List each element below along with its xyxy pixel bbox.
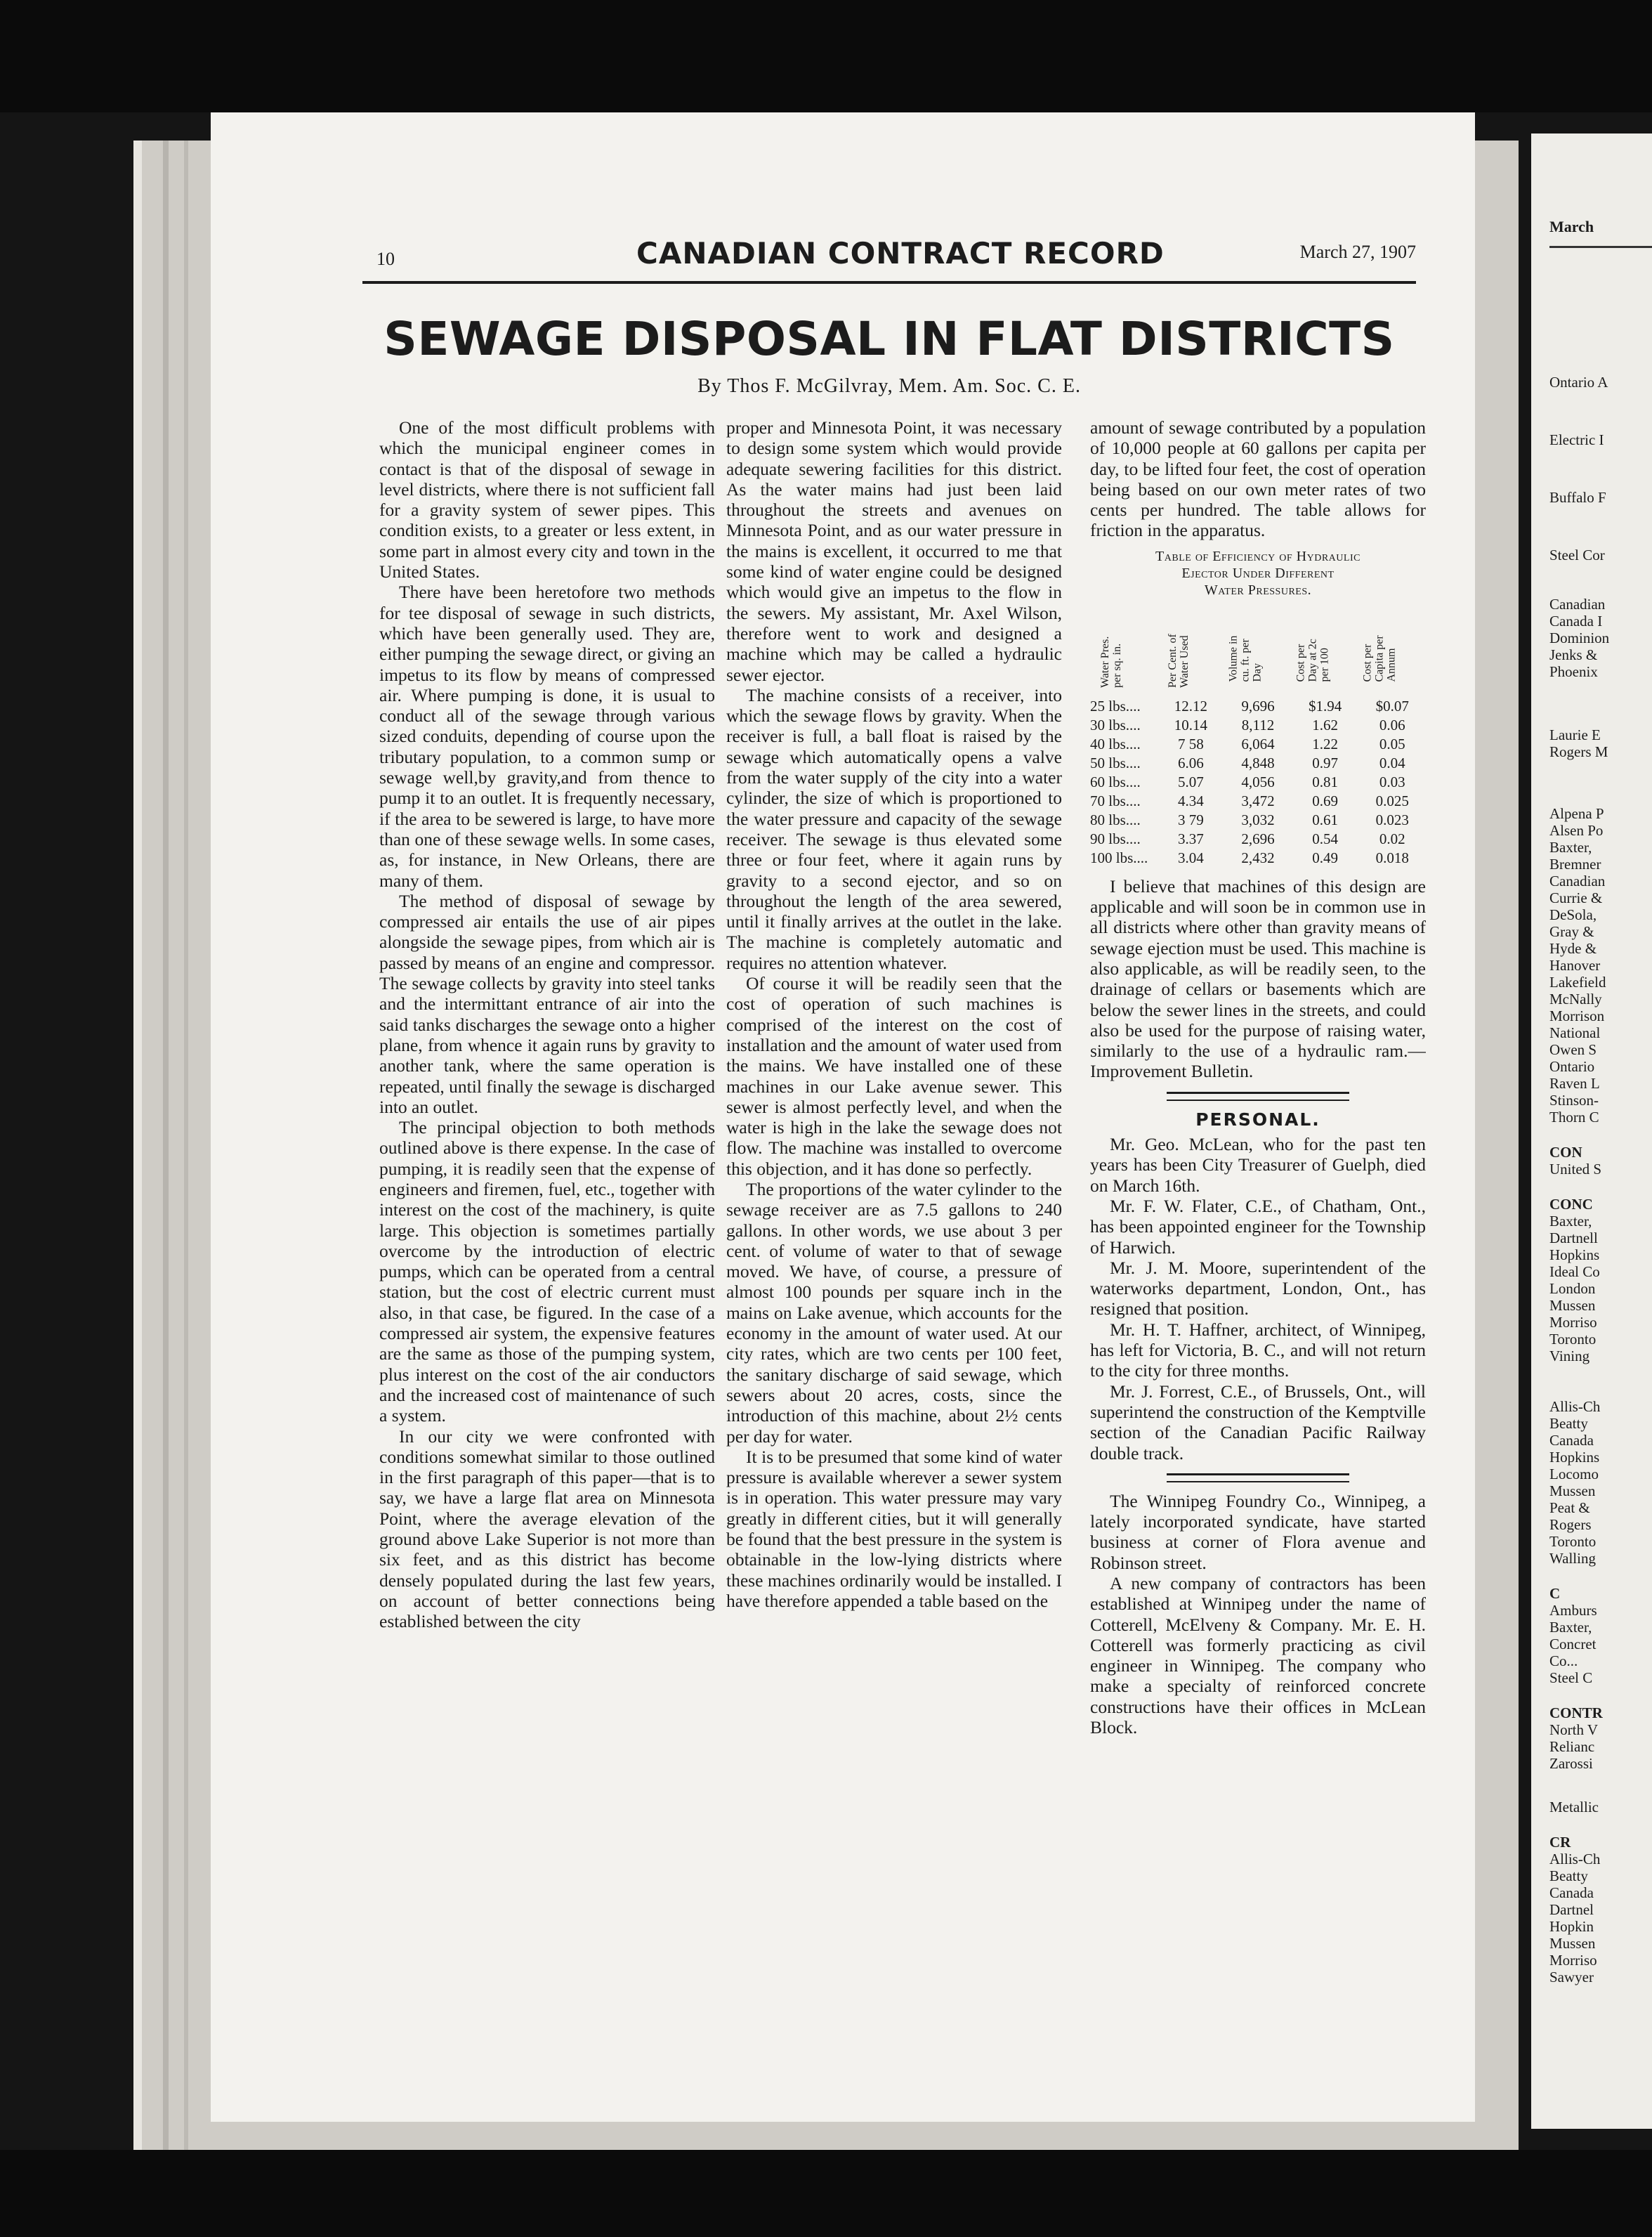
table-cell: 0.97 <box>1312 754 1338 771</box>
facing-page-entry: CON <box>1549 1144 1582 1161</box>
table-cell: 0.49 <box>1312 849 1338 866</box>
facing-page-entry: Zarossi <box>1549 1755 1593 1772</box>
page-number: 10 <box>376 249 395 269</box>
table-cell: 5.07 <box>1178 773 1204 790</box>
facing-page-entry: Lakefield <box>1549 974 1606 991</box>
scan-border-top <box>0 0 1652 112</box>
facing-page-entry: Alsen Po <box>1549 822 1604 839</box>
table-cell: 0.023 <box>1375 811 1409 828</box>
facing-page-entry: Mussen <box>1549 1482 1596 1499</box>
paragraph: The proportions of the water cylinder to the sewage receiver are as 7.5 gallons to 240 gallons. In other words, we use about 3 per cent. of volume of water to that of sewage moved. We have, of course, a pressure of almost 100 pounds per square inch in the mains on Lake avenue, which accounts for the economy in the amount of water used. At our city rates, which are two cents per 100 feet, the sanitary discharge of said sewage, which sewers about 20 acres, costs, since the introduction of this machine, about 2½ cents per day for water. <box>726 1178 1062 1447</box>
personal-item: Mr. H. T. Haffner, architect, of Winnipeg, has left for Victoria, B. C., and will not return to the city for three months. <box>1090 1319 1426 1381</box>
facing-page-entry: Jenks & <box>1549 646 1598 663</box>
table-cell: 0.05 <box>1379 735 1405 752</box>
facing-page-entry: Allis-Ch <box>1549 1851 1601 1867</box>
table-cell: 3 79 <box>1178 811 1204 828</box>
table-cell: 6,064 <box>1241 735 1275 752</box>
facing-page-entry: Phoenix <box>1549 663 1598 680</box>
table-caption <box>1090 548 1426 599</box>
facing-page-entry: C <box>1549 1585 1561 1602</box>
facing-page-entry: Gray & <box>1549 923 1594 940</box>
facing-page-entry: Canada I <box>1549 613 1603 630</box>
facing-page <box>1531 133 1652 2129</box>
facing-page-entry: Relianc <box>1549 1738 1595 1755</box>
column-header-text: Cost per Capita per Annum <box>1361 635 1398 682</box>
facing-page-entry: Currie & <box>1549 889 1603 906</box>
table-row <box>1090 754 1426 773</box>
table-cell: 8,112 <box>1241 716 1275 733</box>
facing-page-entry: Canadian <box>1549 873 1606 889</box>
facing-page-entry: CONTR <box>1549 1704 1603 1721</box>
table-cell: 6.06 <box>1178 754 1204 771</box>
facing-page-entry: McNally <box>1549 991 1602 1007</box>
facing-page-entry: Walling <box>1549 1550 1596 1567</box>
table-cell: 9,696 <box>1241 697 1275 715</box>
column-header <box>1158 606 1225 697</box>
column-header <box>1292 606 1359 697</box>
facing-page-entry: North V <box>1549 1721 1599 1738</box>
facing-page-rule <box>1549 246 1652 248</box>
facing-page-entry: Amburs <box>1549 1602 1597 1619</box>
journal-title: CANADIAN CONTRACT RECORD <box>636 236 1165 270</box>
facing-page-entry: Hopkins <box>1549 1449 1600 1466</box>
facing-page-entry: Allis-Ch <box>1549 1398 1601 1415</box>
section-rule <box>1167 1092 1349 1101</box>
table-caption-line: Ejector Under Different <box>1181 565 1335 581</box>
facing-page-entry: Bremner <box>1549 856 1601 873</box>
facing-page-entry: Toronto <box>1549 1331 1597 1348</box>
table-cell: 90 lbs.... <box>1090 830 1141 847</box>
facing-page-entry: Owen S <box>1549 1041 1597 1058</box>
facing-page-entry: Rogers M <box>1549 743 1608 760</box>
facing-page-entry: Sawyer <box>1549 1969 1594 1985</box>
personal-item: Mr. F. W. Flater, C.E., of Chatham, Ont., has been appointed engineer for the Township of Harwich. <box>1090 1195 1426 1258</box>
column-3 <box>1090 417 1426 2104</box>
table-cell: 70 lbs.... <box>1090 792 1141 809</box>
facing-page-entry: National <box>1549 1024 1601 1041</box>
facing-page-entry: Raven L <box>1549 1075 1600 1092</box>
facing-page-entry: Toronto <box>1549 1533 1597 1550</box>
column-header <box>1090 606 1158 697</box>
facing-page-entry: Baxter, <box>1549 1213 1592 1230</box>
facing-page-entry: Beatty <box>1549 1415 1588 1432</box>
facing-page-entry: Ideal Co <box>1549 1263 1600 1280</box>
news-item: A new company of contractors has been established at Winnipeg under the name of Cotterell, McElveny & Company. Mr. E. H. Cotterell was formerly practicing as civil engineer in Winnipeg. The company who make a specialty of reinforced concrete constructions have their offices in McLean Block. <box>1090 1572 1426 1738</box>
table-header-row <box>1090 606 1426 697</box>
scan-border-bottom <box>0 2150 1652 2237</box>
table-row <box>1090 697 1426 716</box>
facing-page-entry: Thorn C <box>1549 1109 1599 1126</box>
facing-page-entry: Steel Cor <box>1549 547 1605 563</box>
facing-page-entry: Morrison <box>1549 1007 1605 1024</box>
table-cell: 7 58 <box>1178 735 1204 752</box>
paragraph: I believe that machines of this design are applicable and will soon be in common use in all districts where other than gravity means of sewage ejection must be used. This machine is also applicable, as will be readily seen, to the drainage of cellars or basements which are below the sewer lines in the streets, and could also be used for the purpose of raising water, similarly to the use of a hydraulic ram.—Improvement Bulletin. <box>1090 875 1426 1082</box>
table-cell: 60 lbs.... <box>1090 773 1141 790</box>
table-cell: 50 lbs.... <box>1090 754 1141 771</box>
table-cell: 2,432 <box>1241 849 1275 866</box>
table-body <box>1090 697 1426 868</box>
table-row <box>1090 792 1426 811</box>
table-cell: 0.018 <box>1375 849 1409 866</box>
facing-page-entry: Hanover <box>1549 957 1601 974</box>
facing-page-entry: Beatty <box>1549 1867 1588 1884</box>
table-row <box>1090 849 1426 868</box>
table-cell: 4,056 <box>1241 773 1275 790</box>
section-rule <box>1167 1473 1349 1482</box>
table-cell: 0.03 <box>1379 773 1405 790</box>
facing-page-entry: Dartnell <box>1549 1230 1598 1246</box>
table-cell: 0.54 <box>1312 830 1338 847</box>
paragraph: One of the most difficult problems with which the municipal engineer comes in contact is that of the disposal of sewage in level districts, where there is not sufficient fall for a gravity system of sewer pipes. This condition exists, to a greater or less extent, in some part in almost every city and town in the United States. <box>379 417 715 582</box>
facing-page-entry: Hopkin <box>1549 1918 1594 1935</box>
table-cell: 3.37 <box>1178 830 1204 847</box>
table-caption-line: Table of Efficiency of Hydraulic <box>1155 548 1361 564</box>
facing-page-entry: Metallic <box>1549 1799 1599 1815</box>
paragraph: Of course it will be readily seen that the cost of operation of such machines is comprised of the interest on the cost of installation and the amount of water used from the mains. We have installed one of these machines in our Lake avenue sewer. This sewer is almost perfectly level, and when the water is high in the lake the sewage does not flow. The machine was installed to overcome this objection, and it has done so perfectly. <box>726 973 1062 1179</box>
facing-page-entry: Locomo <box>1549 1466 1599 1482</box>
facing-page-entry: Buffalo F <box>1549 489 1606 506</box>
facing-page-entry: London <box>1549 1280 1596 1297</box>
table-cell: 0.06 <box>1379 716 1405 733</box>
table-row <box>1090 735 1426 754</box>
column-header-text: Cost per Day at 2c per 100 <box>1294 638 1331 682</box>
facing-page-entry: Electric I <box>1549 431 1604 448</box>
table-cell: 100 lbs.... <box>1090 849 1148 866</box>
column-header-text: Per Cent. of Water Used <box>1166 633 1191 688</box>
table-cell: 0.025 <box>1375 792 1409 809</box>
paragraph: amount of sewage contributed by a population of 10,000 people at 60 gallons per capita per day, to be lifted four feet, the cost of operation being based on our own meter rates of two cents per hundred. The table allows for friction in the apparatus. <box>1090 417 1426 541</box>
table-cell: 0.02 <box>1379 830 1405 847</box>
paragraph: proper and Minnesota Point, it was necessary to design some system which would provide adequate sewering facilities for this district. As the water mains had just been laid throughout the streets and avenues on Minnesota Point, and as our water pressure in the mains is excellent, it occurred to me that some kind of water engine could be designed which would give an impetus to the flow in the sewers. My assistant, Mr. Axel Wilson, therefore went to work and designed a machine which may be called a hydraulic sewer ejector. <box>726 417 1062 685</box>
facing-page-entry: Canada <box>1549 1432 1594 1449</box>
table-cell: 3.04 <box>1178 849 1204 866</box>
table-cell: 4,848 <box>1241 754 1275 771</box>
facing-page-entry: Dominion <box>1549 630 1610 646</box>
facing-page-entry: Hopkins <box>1549 1246 1600 1263</box>
facing-page-entry: United S <box>1549 1161 1602 1178</box>
facing-page-entry: Mussen <box>1549 1297 1596 1314</box>
facing-page-entry: Stinson- <box>1549 1092 1599 1109</box>
personal-item: Mr. Geo. McLean, who for the past ten years has been City Treasurer of Guelph, died on March 16th. <box>1090 1134 1426 1196</box>
table-row <box>1090 773 1426 792</box>
column-header-text: Water Pres. per sq. in. <box>1099 636 1123 688</box>
facing-page-entry: Vining <box>1549 1348 1590 1364</box>
efficiency-table-block <box>1090 548 1426 868</box>
facing-page-entry: Dartnel <box>1549 1901 1594 1918</box>
table-cell: 0.04 <box>1379 754 1405 771</box>
facing-page-entry: Ontario A <box>1549 374 1608 391</box>
issue-date: March 27, 1907 <box>1299 242 1416 262</box>
table-cell: 4.34 <box>1178 792 1204 809</box>
facing-page-entry: Rogers <box>1549 1516 1592 1533</box>
facing-page-entry: Ontario <box>1549 1058 1595 1075</box>
table-cell: 0.61 <box>1312 811 1338 828</box>
table-cell: $1.94 <box>1308 697 1342 715</box>
column-header-text: Volume in cu. ft. per Day <box>1227 635 1264 682</box>
facing-page-entry: Co... <box>1549 1652 1578 1669</box>
personal-item: Mr. J. M. Moore, superintendent of the waterworks department, London, Ont., has resigned that position. <box>1090 1257 1426 1319</box>
table-cell: 0.81 <box>1312 773 1338 790</box>
column-header <box>1358 606 1426 697</box>
table-cell: 0.69 <box>1312 792 1338 809</box>
personal-item: Mr. J. Forrest, C.E., of Brussels, Ont., will superintend the construction of the Kemptville section of the Canadian Pacific Railway double track. <box>1090 1381 1426 1463</box>
facing-page-entry: Morriso <box>1549 1314 1597 1331</box>
header-rule <box>362 281 1416 284</box>
running-head <box>376 236 1416 278</box>
table-cell: 80 lbs.... <box>1090 811 1141 828</box>
table-cell: 2,696 <box>1241 830 1275 847</box>
facing-page-entry: Hyde & <box>1549 940 1597 957</box>
table-caption-line: Water Pressures. <box>1204 582 1312 598</box>
facing-page-entry: CONC <box>1549 1196 1593 1213</box>
paragraph: In our city we were confronted with conditions somewhat similar to those outlined in the first paragraph of this paper—that is to say, we have a large flat area on Minnesota Point, where the average elevation of the ground above Lake Superior is not more than six feet, and as this district has become densely populated during the last few years, on account of better connections being established between the city <box>379 1426 715 1632</box>
table-cell: 3,472 <box>1241 792 1275 809</box>
paragraph: The method of disposal of sewage by compressed air entails the use of air pipes alongside the sewage pipes, from which air is passed by means of an engine and compressor. The sewage collects by gravity into steel tanks and the intermittant entrance of air into the said tanks discharges the sewage onto a higher plane, from whence it again runs by gravity to another tank, where the same operation is repeated, until finally the sewage is discharged into an outlet. <box>379 890 715 1117</box>
facing-page-entry: Peat & <box>1549 1499 1590 1516</box>
table-cell: 12.12 <box>1174 697 1208 715</box>
facing-page-entry: Morriso <box>1549 1952 1597 1969</box>
table-cell: 30 lbs.... <box>1090 716 1141 733</box>
facing-page-entry: Laurie E <box>1549 726 1601 743</box>
table-cell: 1.22 <box>1312 735 1338 752</box>
table-cell: 1.62 <box>1312 716 1338 733</box>
facing-page-entry: Baxter, <box>1549 839 1592 856</box>
article-headline: SEWAGE DISPOSAL IN FLAT DISTRICTS <box>383 312 1395 366</box>
facing-page-entry: Canada <box>1549 1884 1594 1901</box>
table-cell: 40 lbs.... <box>1090 735 1141 752</box>
personal-section-title: PERSONAL. <box>1195 1109 1320 1130</box>
column-header <box>1224 606 1292 697</box>
column-2 <box>726 417 1062 2104</box>
facing-page-entry: Steel C <box>1549 1669 1593 1686</box>
facing-page-entry: DeSola, <box>1549 906 1597 923</box>
efficiency-table <box>1090 606 1426 868</box>
column-1 <box>379 417 715 2104</box>
facing-page-entry: Mussen <box>1549 1935 1596 1952</box>
table-row <box>1090 811 1426 830</box>
table-cell: $0.07 <box>1375 697 1409 715</box>
article-byline: By Thos F. McGilvray, Mem. Am. Soc. C. E. <box>697 375 1081 397</box>
facing-page-entry: Concret <box>1549 1636 1597 1652</box>
paragraph: The machine consists of a receiver, into which the sewage flows by gravity. When the receiver is full, a ball float is raised by the sewage which automatically opens a valve from the water supply of the city into a water cylinder, the size of which is proportioned to the water pressure and capacity of the sewage receiver. The sewage is thus elevated some three or four feet, where it again runs by gravity to a second ejector, and so on throughout the length of the area sewered, until it finally arrives at the outlet in the lake. The machine is completely automatic and requires no attention whatever. <box>726 684 1062 973</box>
table-cell: 25 lbs.... <box>1090 697 1141 715</box>
facing-page-entry: Alpena P <box>1549 805 1604 822</box>
table-cell: 10.14 <box>1174 716 1208 733</box>
paragraph: It is to be presumed that some kind of water pressure is available wherever a sewer system is in operation. This water pressure may vary greatly in different cities, but it will generally be found that the best pressure in the system is obtainable in the low-lying districts where these machines ordinarily would be installed. I have therefore appended a table based on the <box>726 1446 1062 1611</box>
facing-page-entry: Canadian <box>1549 596 1606 613</box>
table-row <box>1090 716 1426 735</box>
facing-page-header: March <box>1549 218 1594 235</box>
table-row <box>1090 830 1426 849</box>
facing-page-entry: CR <box>1549 1834 1571 1851</box>
news-item: The Winnipeg Foundry Co., Winnipeg, a lately incorporated syndicate, have started business at corner of Flora avenue and Robinson street. <box>1090 1490 1426 1573</box>
paragraph: There have been heretofore two methods for tee disposal of sewage in such districts, which have been generally used. They are, either pumping the sewage direct, or giving an impetus to its flow by means of compressed air. Where pumping is done, it is usual to conduct all of the sewage through various sized conduits, depending of course upon the tributary population, to a common sump or sewage well,by gravity,and from thence to pump it to an outlet. It is frequently necessary, if the area to be sewered is large, to have more than one of these sewage wells. In some cases, as, for instance, in New Orleans, there are many of them. <box>379 582 715 891</box>
table-cell: 3,032 <box>1241 811 1275 828</box>
facing-page-entry: Baxter, <box>1549 1619 1592 1636</box>
paragraph: The principal objection to both methods outlined above is there expense. In the case of pumping, it is readily seen that the expense of engineers and firemen, fuel, etc., together with interest on the cost of the machinery, is quite large. This objection is sometimes partially overcome by the introduction of electric pumps, which can be operated from a central station, but the cost of electric current must also, in that case, be figured. In the case of a compressed air system, the expensive features are the same as those of the pumping system, plus interest on the cost of the air conductors and the increased cost of maintenance of such a system. <box>379 1117 715 1426</box>
